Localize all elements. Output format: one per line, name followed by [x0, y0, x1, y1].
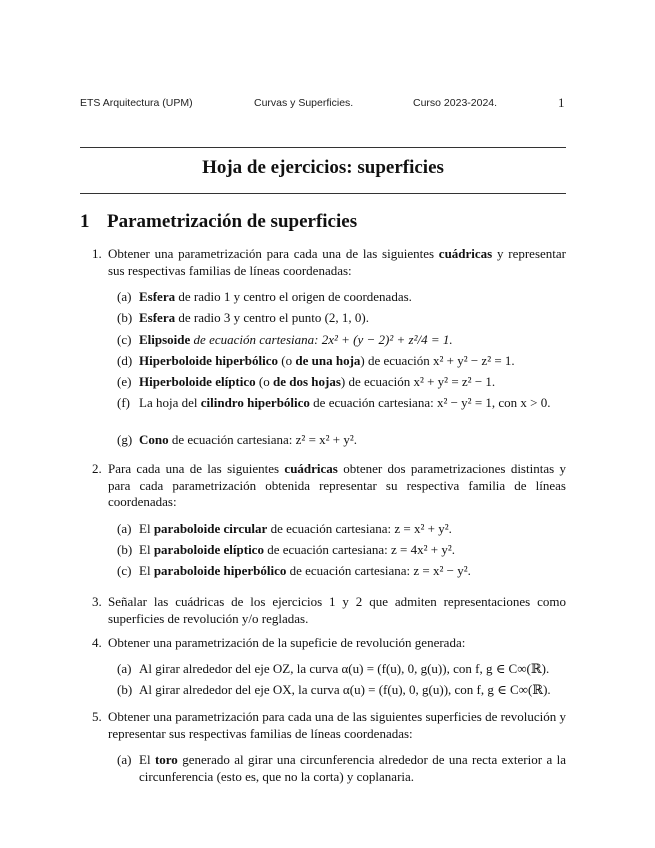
- header-subject: Curvas y Superficies.: [254, 97, 354, 109]
- exercise-4: [92, 635, 566, 652]
- exercise-3: [92, 594, 566, 627]
- section-number: 1: [80, 211, 90, 232]
- exercise-number: 4.: [92, 635, 102, 650]
- exercise-number: 5.: [92, 709, 102, 724]
- exercise-text: Para cada una de las siguientes cuádricas obtener dos parametrizaciones distintas y para cada parametrización obtenida representar su respectiva familia de líneas coordenadas:: [108, 461, 566, 509]
- list-item: (g) Cono de ecuación cartesiana: z² = x² + y².: [117, 432, 358, 447]
- list-item: (a) Al girar alrededor del eje OZ, la curva α(u) = (f(u), 0, g(u)), con f, g ∈ C∞(ℝ).: [117, 661, 550, 676]
- list-item: (c) Elipsoide de ecuación cartesiana: 2x² + (y − 2)² + z²/4 = 1.: [117, 332, 453, 347]
- list-item: (b) Al girar alrededor del eje OX, la curva α(u) = (f(u), 0, g(u)), con f, g ∈ C∞(ℝ).: [117, 682, 551, 697]
- exercise-number: 2.: [92, 461, 102, 476]
- exercise-text: Señalar las cuádricas de los ejercicios 1 y 2 que admiten representaciones como superficies de revolución y/o regladas.: [108, 594, 566, 626]
- list-item: (a) El paraboloide circular de ecuación cartesiana: z = x² + y².: [117, 521, 452, 536]
- exercise-5: [92, 709, 566, 742]
- list-item: (a) El toro generado al girar una circunferencia alrededor de una recta exterior a la circunferencia (esto es, que no la corta) y coplanaria.: [117, 752, 566, 784]
- list-item: (b) El paraboloide elíptico de ecuación cartesiana: z = 4x² + y².: [117, 542, 455, 557]
- list-item: (e) Hiperboloide elíptico (o de dos hojas) de ecuación x² + y² = z² − 1.: [117, 374, 496, 389]
- list-item: (a) Esfera de radio 1 y centro el origen de coordenadas.: [117, 289, 412, 304]
- exercise-number: 1.: [92, 246, 102, 261]
- exercise-text: Obtener una parametrización de la supeficie de revolución generada:: [108, 635, 466, 650]
- header-institution: ETS Arquitectura (UPM): [80, 97, 193, 109]
- list-item: (d) Hiperboloide hiperbólico (o de una hoja) de ecuación x² + y² − z² = 1.: [117, 353, 515, 368]
- exercise-number: 3.: [92, 594, 102, 609]
- page-number: 1: [558, 95, 565, 110]
- title-rule-bottom: [80, 193, 566, 194]
- title-rule-top: [80, 147, 566, 148]
- page-title: Hoja de ejercicios: superficies: [202, 157, 444, 178]
- exercise-2: [92, 461, 566, 511]
- section-title: Parametrización de superficies: [107, 211, 358, 232]
- exercise-1: [92, 246, 566, 279]
- exercise-text: Obtener una parametrización para cada una de las siguientes superficies de revolución y representar sus respectivas familias de líneas coordenadas:: [108, 709, 566, 741]
- list-item: (c) El paraboloide hiperbólico de ecuación cartesiana: z = x² − y².: [117, 563, 471, 578]
- exercise-text: Obtener una parametrización para cada una de las siguientes cuádricas y representar sus respectivas familias de líneas coordenadas:: [108, 246, 566, 278]
- list-item: (b) Esfera de radio 3 y centro el punto (2, 1, 0).: [117, 310, 369, 325]
- header-course: Curso 2023-2024.: [413, 97, 498, 109]
- list-item: (f) La hoja del cilindro hiperbólico de ecuación cartesiana: x² − y² = 1, con x > 0.: [117, 395, 551, 410]
